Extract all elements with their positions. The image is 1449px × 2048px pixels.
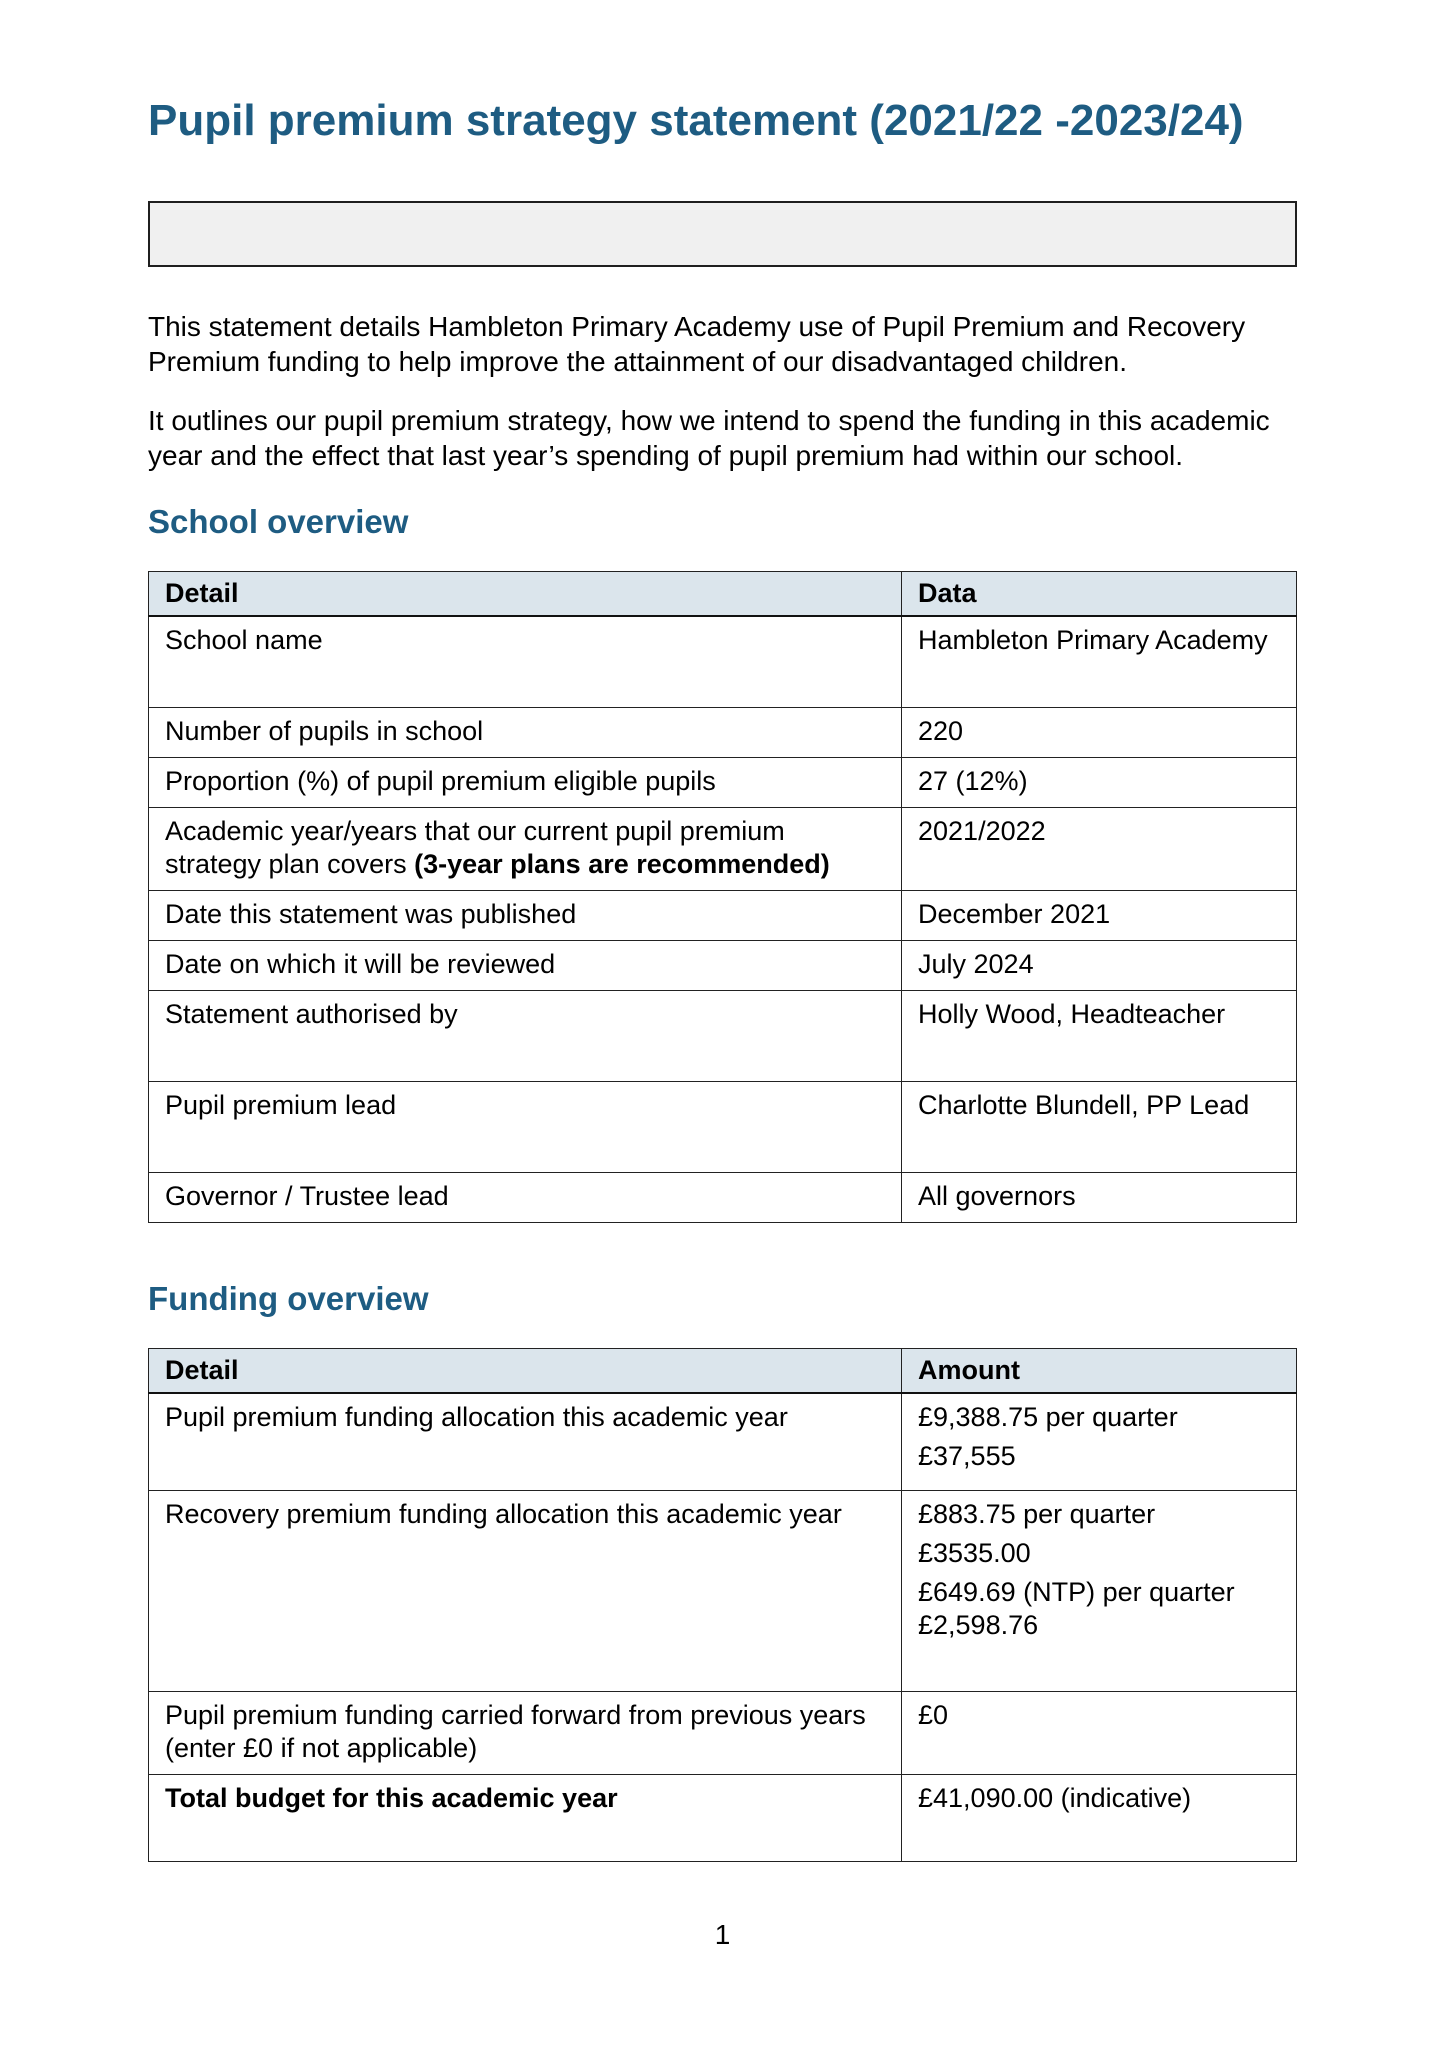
table-row — [149, 1691, 1297, 1774]
data-cell: Holly Wood, Headteacher — [902, 990, 1297, 1081]
detail-cell: Total budget for this academic year — [149, 1774, 902, 1861]
amount-cell — [902, 1774, 1297, 1861]
table-row — [149, 990, 1297, 1081]
detail-cell: Pupil premium funding carried forward from previous years (enter £0 if not applicable) — [149, 1691, 902, 1774]
detail-text: Number of pupils in school — [165, 715, 484, 746]
data-cell: 27 (12%) — [902, 757, 1297, 807]
detail-text: Date this statement was published — [165, 898, 577, 929]
detail-text: Date on which it will be reviewed — [165, 948, 556, 979]
detail-cell — [149, 1081, 902, 1172]
intro-paragraph-2: It outlines our pupil premium strategy, how we intend to spend the funding in this academic year and the effect that last year’s spending of pupil premium had within our school. — [148, 404, 1270, 471]
data-cell: 2021/2022 — [902, 807, 1297, 890]
school-overview-table — [148, 571, 1297, 1223]
detail-text: Governor / Trustee lead — [165, 1180, 449, 1211]
detail-cell — [149, 757, 902, 807]
empty-header-box — [148, 201, 1297, 267]
section-heading-funding-overview: Funding overview — [148, 1279, 429, 1317]
detail-text: Pupil premium lead — [165, 1089, 397, 1120]
table-row — [149, 1774, 1297, 1861]
funding-overview-table — [148, 1348, 1297, 1862]
detail-cell — [149, 807, 902, 890]
amount-line: £883.75 per quarter — [918, 1498, 1156, 1529]
amount-line: £0 — [918, 1699, 949, 1730]
amount-line: £9,388.75 per quarter — [918, 1401, 1178, 1432]
table-row — [149, 1490, 1297, 1691]
table-row — [149, 807, 1297, 890]
detail-cell — [149, 890, 902, 940]
page-title: Pupil premium strategy statement (2021/22 -2023/24) — [148, 96, 1244, 145]
intro-paragraph-1: This statement details Hambleton Primary Academy use of Pupil Premium and Recovery Premium funding to help improve the attainment of our disadvantaged children. — [148, 310, 1246, 377]
detail-text: Statement authorised by — [165, 998, 458, 1029]
column-header-detail: Detail — [149, 1348, 902, 1393]
section-heading-school-overview: School overview — [148, 502, 409, 540]
table-row — [149, 890, 1297, 940]
data-cell: Charlotte Blundell, PP Lead — [902, 1081, 1297, 1172]
table-row — [149, 1393, 1297, 1491]
amount-line: £3535.00 — [918, 1537, 1031, 1568]
amount-line: £37,555 — [918, 1440, 1016, 1471]
data-cell: All governors — [902, 1172, 1297, 1222]
column-header-detail: Detail — [149, 571, 902, 616]
amount-line: £649.69 (NTP) per quarter £2,598.76 — [918, 1576, 1235, 1640]
table-header-row — [149, 571, 1297, 616]
table-row — [149, 1172, 1297, 1222]
amount-line: £41,090.00 (indicative) — [918, 1782, 1192, 1813]
detail-text-bold: (3-year plans are recommended) — [414, 848, 830, 879]
amount-cell — [902, 1691, 1297, 1774]
data-cell: July 2024 — [902, 940, 1297, 990]
data-cell: December 2021 — [902, 890, 1297, 940]
data-cell: Hambleton Primary Academy — [902, 616, 1297, 708]
detail-cell: Pupil premium funding allocation this academic year — [149, 1393, 902, 1491]
page-number: 1 — [714, 1918, 731, 1950]
amount-cell — [902, 1490, 1297, 1691]
table-row — [149, 940, 1297, 990]
detail-cell — [149, 990, 902, 1081]
table-row — [149, 616, 1297, 708]
column-header-data: Data — [902, 571, 1297, 616]
detail-cell — [149, 616, 902, 708]
table-row — [149, 707, 1297, 757]
detail-text: Proportion (%) of pupil premium eligible pupils — [165, 765, 716, 796]
amount-cell — [902, 1393, 1297, 1491]
detail-cell: Recovery premium funding allocation this academic year — [149, 1490, 902, 1691]
detail-text: School name — [165, 624, 323, 655]
detail-text: Academic year/years that our current pupil premium strategy plan covers — [165, 815, 785, 879]
detail-cell — [149, 1172, 902, 1222]
detail-cell — [149, 707, 902, 757]
table-header-row — [149, 1348, 1297, 1393]
detail-cell — [149, 940, 902, 990]
data-cell: 220 — [902, 707, 1297, 757]
column-header-amount: Amount — [902, 1348, 1297, 1393]
table-row — [149, 1081, 1297, 1172]
table-row — [149, 757, 1297, 807]
